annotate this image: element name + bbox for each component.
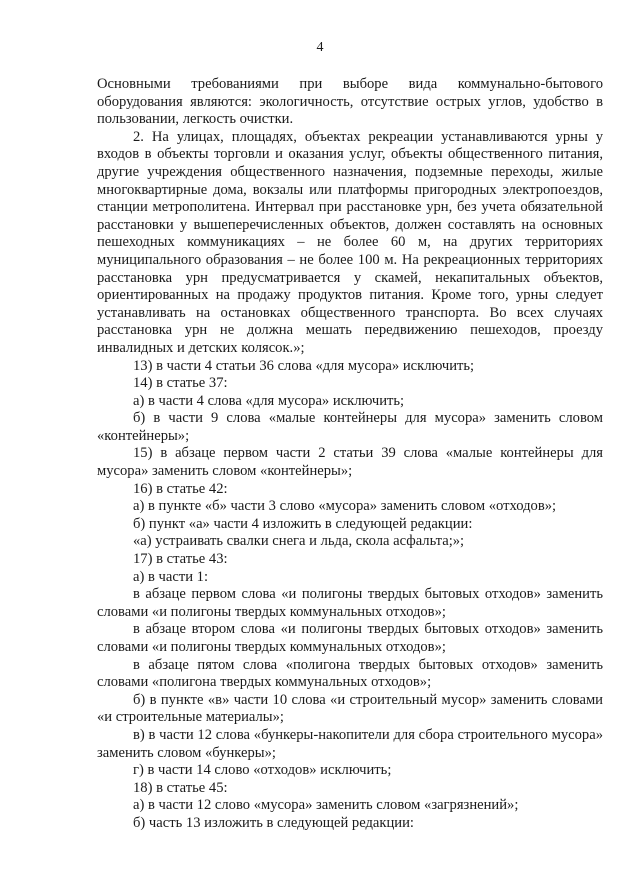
page-number: 4 [316,40,324,55]
paragraph: 16) в статье 42: [133,480,228,497]
paragraph: в абзаце пятом слова «полигона твердых бытовых отходов» заменить словами «полигона твердых коммунальных отходов»; [97,656,603,691]
paragraph: в абзаце втором слова «и полигоны твердых бытовых отходов» заменить словами «и полигоны твердых коммунальных отходов»; [97,621,603,655]
paragraph: 15) в абзаце первом части 2 статьи 39 слова «малые контейнеры для мусора» заменить словом «контейнеры»; [97,445,603,480]
paragraph: а) в пункте «б» части 3 слово «мусора» заменить словом «отходов»; [133,498,557,515]
paragraph: 18) в статье 45: [133,779,228,796]
paragraph: б) пункт «а» части 4 изложить в следующей редакции: [133,515,473,532]
paragraph: а) в части 12 слово «мусора» заменить словом «загрязнений»; [133,797,519,814]
paragraph: 13) в части 4 статьи 36 слова «для мусора» исключить; [133,357,475,374]
paragraph: 14) в статье 37: [133,375,228,392]
paragraph: а) в части 1: [133,568,209,585]
paragraph: в абзаце первом слова «и полигоны твердых бытовых отходов» заменить словами «и полигоны твердых коммунальных отходов»; [97,586,603,620]
paragraph: б) в части 9 слова «малые контейнеры для мусора» заменить словом «контейнеры»; [97,410,603,444]
paragraph: Основными требованиями при выборе вида коммунально-бытового оборудования являются: экологичность, отсутствие острых углов, удобство в пользовании, легкость очистки. [97,76,603,128]
paragraph: 17) в статье 43: [133,551,228,568]
document-body [97,76,603,833]
paragraph: б) часть 13 изложить в следующей редакции: [133,814,414,831]
paragraph: г) в части 14 слово «отходов» исключить; [133,762,392,779]
paragraph: «а) устраивать свалки снега и льда, скола асфальта;»; [133,533,465,550]
paragraph: 2. На улицах, площадях, объектах рекреации устанавливаются урны у входов в объекты торговли и оказания услуг, объекты общественного питания, другие учреждения общественного назначения, подземные переходы, жилые многоквартирные дома, вокзалы или платформы пригородных электропоездов, станции метрополитена. Интервал при расстановке урн, без учета обязательной расстановки у вышеперечисленных объектов, должен составлять на основных пешеходных коммуникациях – не более 60 м, на других территориях муниципального образования – не более 100 м. На рекреационных территориях расстановка урн предусматривается у скамей, некапитальных объектов, ориентированных на продажу продуктов питания. Кроме того, урны следует устанавливать на остановках общественного транспорта. Во всех случаях расстановка урн не должна мешать передвижению пешеходов, проезду инвалидных и детских колясок.»; [97,128,603,356]
paragraph: в) в части 12 слова «бункеры-накопители для сбора строительного мусора» заменить словом «бункеры»; [97,726,603,761]
paragraph: а) в части 4 слова «для мусора» исключить; [133,392,405,409]
paragraph: б) в пункте «в» части 10 слова «и строительный мусор» заменить словами «и строительные материалы»; [97,691,603,726]
